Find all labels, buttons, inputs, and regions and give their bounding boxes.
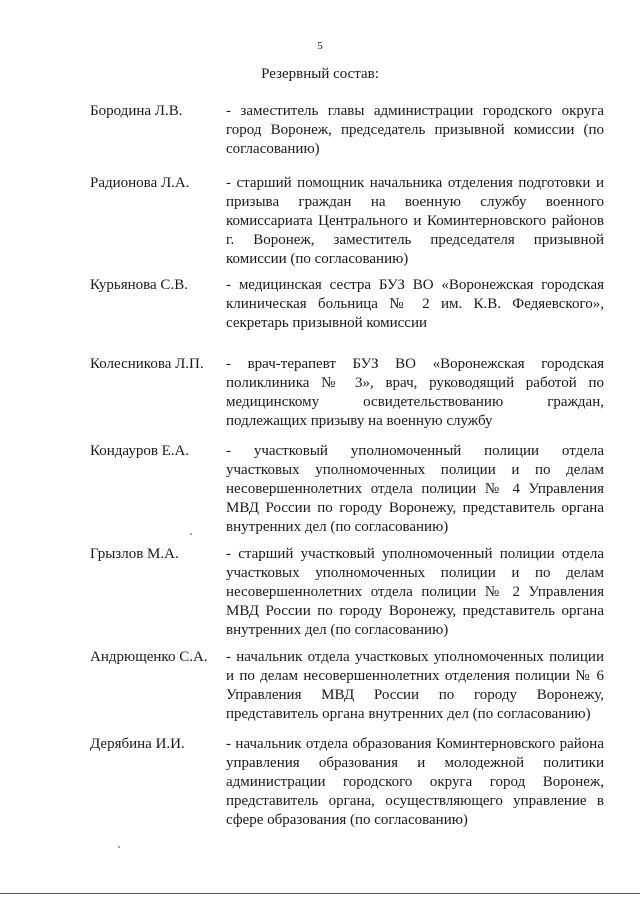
bottom-scan-edge	[0, 893, 640, 894]
member-description: - начальник отдела образования Коминтерновского района управления образования и молодежной политики администрации городского округа город Воронеж, представитель органа, осуществляющего управление в сфере образования (по согласованию)	[226, 736, 604, 828]
section-title: Резервный состав:	[261, 66, 379, 82]
scan-artifact	[190, 533, 192, 535]
member-name: Курьянова С.В.	[90, 277, 188, 293]
member-description: - медицинская сестра БУЗ ВО «Воронежская городская клиническая больница № 2 им. К.В. Федяевского», секретарь призывной комиссии	[226, 277, 604, 331]
member-name: Андрющенко С.А.	[90, 649, 208, 665]
member-description: - начальник отдела участковых уполномоченных полиции и по делам несовершеннолетних отделения полиции № 6 Управления МВД России по городу Воронежу, представитель органа внутренних дел (по согласованию)	[226, 649, 604, 722]
member-description: - участковый уполномоченный полиции отдела участковых уполномоченных полиции и по делам несовершеннолетних отдела полиции № 4 Управления МВД России по городу Воронежу, представитель органа внутренних дел (по согласованию)	[226, 443, 604, 535]
page-number: 5	[317, 40, 323, 52]
member-name: Грызлов М.А.	[90, 546, 179, 562]
member-name: Бородина Л.В.	[90, 103, 183, 119]
member-description: - врач-терапевт БУЗ ВО «Воронежская городская поликлиника № 3», врач, руководящий работой по медицинскому освидетельствованию граждан, подлежащих призыву на военную службу	[226, 356, 604, 429]
member-name: Кондауров Е.А.	[90, 443, 190, 459]
member-name: Колесникова Л.П.	[90, 356, 204, 372]
scan-artifact	[118, 846, 120, 848]
member-description: - старший участковый уполномоченный полиции отдела участковых уполномоченных полиции и по делам несовершеннолетних отдела полиции № 2 Управления МВД России по городу Воронежу, представитель органа внутренних дел (по согласованию)	[226, 546, 604, 638]
member-name: Дерябина И.И.	[90, 736, 185, 752]
member-description: - заместитель главы администрации городского округа город Воронеж, председатель призывной комиссии (по согласованию)	[226, 103, 604, 157]
member-description: - старший помощник начальника отделения подготовки и призыва граждан на военную службу военного комиссариата Центрального и Коминтерновского районов г. Воронеж, заместитель председателя призывной комиссии (по согласованию)	[226, 175, 604, 267]
member-name: Радионова Л.А.	[90, 175, 190, 191]
